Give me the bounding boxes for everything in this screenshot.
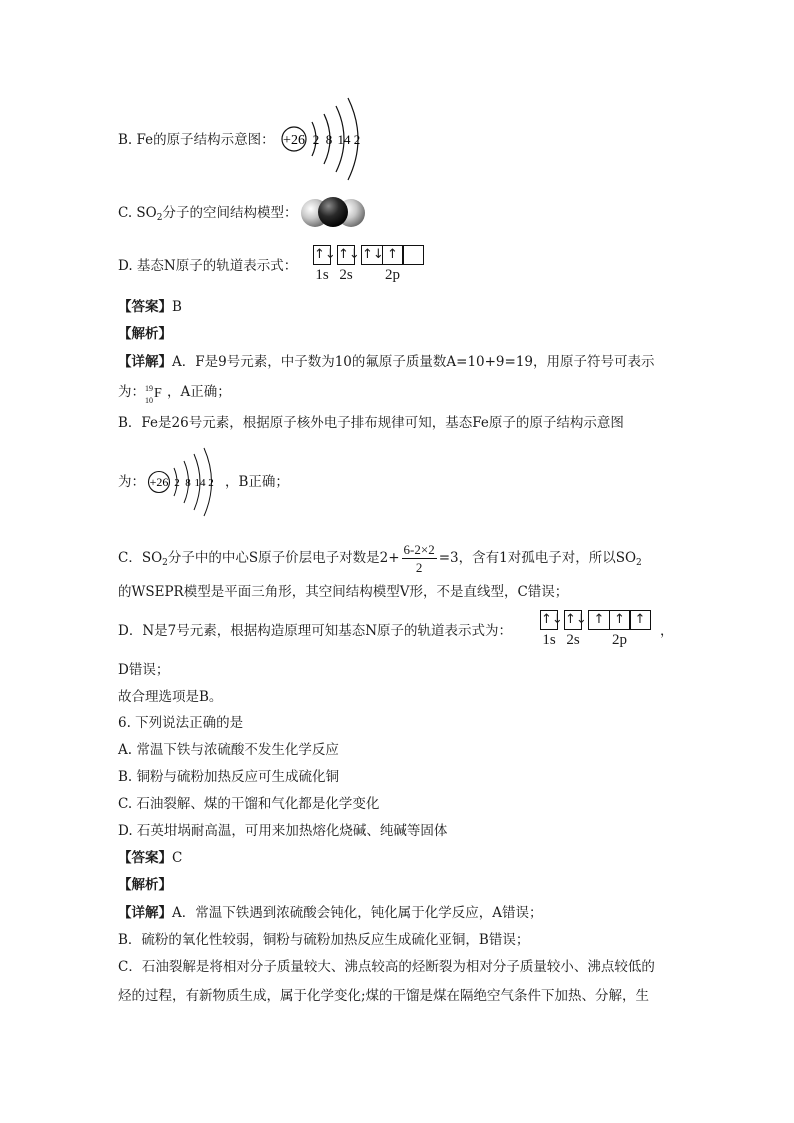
detail-text: 为： bbox=[118, 474, 145, 490]
detail-text: C．石油裂解是将相对分子质量较大、沸点较高的烃断裂为相对分子质量较小、沸点较低的 bbox=[118, 959, 655, 975]
detail-line-d1 bbox=[118, 622, 512, 640]
analysis-1 bbox=[118, 325, 172, 343]
q6-option-b bbox=[118, 768, 339, 786]
detail-text: 为： bbox=[118, 384, 145, 400]
detail-text: =3，含有1对孤电子对，所以SO bbox=[438, 550, 637, 566]
answer-2 bbox=[118, 849, 182, 867]
detail-text: 烃的过程，有新物质生成，属于化学变化;煤的干馏是煤在隔绝空气条件下加热、分解，生 bbox=[118, 988, 650, 1004]
answer-tag: 【答案】 bbox=[118, 299, 172, 315]
orbital-2p bbox=[361, 245, 424, 284]
option-b bbox=[118, 131, 275, 149]
subscript: 2 bbox=[636, 558, 642, 568]
orbital-box: ↑↓ bbox=[540, 610, 558, 630]
fe-nucleus-label-detail: +26 bbox=[149, 475, 169, 489]
orbital-label: 2p bbox=[385, 267, 400, 283]
option-c-sub: 2 bbox=[156, 213, 163, 223]
fe-shell-3: 14 bbox=[337, 132, 351, 147]
q6-stem bbox=[118, 714, 243, 732]
fe-atom-structure-diagram bbox=[278, 96, 378, 184]
option-d-text: D. 基态N原子的轨道表示式： bbox=[118, 258, 298, 274]
orbital-label: 1s bbox=[542, 632, 556, 648]
orbital-box: ↑↓ bbox=[313, 245, 331, 265]
detail-line-a2 bbox=[118, 383, 231, 405]
option-text: D. 石英坩埚耐高温，可用来加热熔化烧碱、纯碱等固体 bbox=[118, 823, 448, 839]
detail-text: ，B正确； bbox=[225, 474, 289, 490]
answer-tag: 【答案】 bbox=[118, 850, 172, 866]
orbital-label: 2s bbox=[339, 267, 353, 283]
q6-option-c bbox=[118, 795, 379, 813]
orbital-label: 2s bbox=[566, 632, 580, 648]
detail-text: C．SO bbox=[118, 550, 163, 566]
answer-value: C bbox=[172, 850, 183, 866]
svg-text:2: 2 bbox=[174, 477, 180, 489]
so2-space-filling-model bbox=[301, 193, 365, 233]
detail-text: A．常温下铁遇到浓硫酸会钝化，钝化属于化学反应，A错误； bbox=[172, 905, 543, 921]
fraction bbox=[402, 541, 437, 576]
svg-text:14: 14 bbox=[194, 477, 206, 489]
detail2-line-b bbox=[118, 931, 529, 949]
q6-option-a bbox=[118, 741, 339, 759]
option-d bbox=[118, 257, 297, 275]
detail-line-c2 bbox=[118, 583, 568, 601]
detail-text: B．硫粉的氧化性较弱，铜粉与硫粉加热反应生成硫化亚铜，B错误； bbox=[118, 932, 530, 948]
option-b-text: B. Fe的原子结构示意图： bbox=[118, 132, 275, 148]
fe-shell-4: 2 bbox=[353, 132, 361, 147]
detail-text: 的WSEPR模型是平面三角形，其空间结构模型V形，不是直线型，C错误； bbox=[118, 584, 569, 600]
analysis-tag: 【解析】 bbox=[118, 326, 172, 342]
nuclide-z: 10 bbox=[145, 395, 153, 405]
option-c-text-b: 分子的空间结构模型： bbox=[162, 205, 298, 221]
orbital-box: ↑↓ bbox=[337, 245, 355, 265]
detail-line-d2 bbox=[118, 661, 169, 679]
detail-line-c1 bbox=[118, 541, 642, 576]
detail-line-b1 bbox=[118, 414, 624, 432]
orbital-label: 2p bbox=[612, 632, 627, 648]
orbital-2s bbox=[337, 245, 360, 284]
analysis-2 bbox=[118, 876, 172, 894]
answer-value: B bbox=[172, 299, 182, 315]
detail-text: 分子中的中心S原子价层电子对数是2+ bbox=[167, 550, 400, 566]
orbital-box: ↑ bbox=[629, 610, 651, 630]
fe-shell-2: 8 bbox=[325, 132, 333, 147]
detail-text: A．F是9号元素，中子数为10的氟原子质量数A=10+9=19，用原子符号可表示 bbox=[172, 354, 655, 370]
detail-text: ，A正确； bbox=[167, 384, 231, 400]
fe-shell-1: 2 bbox=[312, 132, 320, 147]
q6-option-d bbox=[118, 822, 447, 840]
option-text: B. 铜粉与硫粉加热反应可生成硫化铜 bbox=[118, 769, 340, 785]
n-orbital-diagram-option-d bbox=[313, 245, 430, 284]
detail-line-a1 bbox=[118, 353, 655, 371]
orbital-label: 1s bbox=[315, 267, 329, 283]
option-c-text-a: C. SO bbox=[118, 205, 157, 221]
detail-text: B．Fe是26号元素，根据原子核外电子排布规律可知，基态Fe原子的原子结构示意图 bbox=[118, 415, 624, 431]
nuclide-symbol: F bbox=[154, 385, 162, 401]
detail-text: D错误； bbox=[118, 662, 170, 678]
conclusion bbox=[118, 688, 222, 706]
fluorine-nuclide-symbol bbox=[145, 383, 167, 405]
detail-text: ， bbox=[660, 623, 674, 639]
analysis-tag: 【解析】 bbox=[118, 877, 172, 893]
fraction-denominator: 2 bbox=[415, 560, 423, 575]
detail2-line-a bbox=[118, 904, 543, 922]
orbital-box: ↑ bbox=[588, 610, 610, 630]
detail-line-d1-post bbox=[660, 622, 674, 640]
detail-tag: 【详解】 bbox=[118, 354, 172, 370]
question-stem: 6. 下列说法正确的是 bbox=[118, 715, 244, 731]
detail2-line-c2 bbox=[118, 987, 649, 1005]
answer-1 bbox=[118, 298, 182, 316]
orbital-box bbox=[402, 245, 424, 265]
svg-text:2: 2 bbox=[208, 477, 214, 489]
detail-tag: 【详解】 bbox=[118, 905, 172, 921]
svg-text:8: 8 bbox=[185, 477, 191, 489]
subscript: 2 bbox=[162, 558, 168, 568]
option-c bbox=[118, 204, 297, 227]
nuclide-mass: 19 bbox=[145, 383, 153, 393]
option-text: A. 常温下铁与浓硫酸不发生化学反应 bbox=[118, 742, 339, 758]
option-text: C. 石油裂解、煤的干馏和气化都是化学变化 bbox=[118, 796, 380, 812]
orbital-1s bbox=[313, 245, 336, 284]
detail-text: 故合理选项是B。 bbox=[118, 689, 223, 705]
orbital-box: ↑↓ bbox=[564, 610, 582, 630]
orbital-box: ↑↓ bbox=[361, 245, 383, 265]
detail2-line-c1 bbox=[118, 958, 655, 976]
n-orbital-diagram-detail bbox=[540, 610, 657, 649]
orbital-box: ↑ bbox=[382, 245, 404, 265]
fraction-numerator: 6-2×2 bbox=[403, 542, 435, 557]
fe-atom-structure-diagram-detail bbox=[145, 446, 227, 518]
detail-text: D．N是7号元素，根据构造原理可知基态N原子的轨道表示式为： bbox=[118, 623, 513, 639]
orbital-box: ↑ bbox=[609, 610, 631, 630]
fe-nucleus-label: +26 bbox=[283, 133, 305, 148]
